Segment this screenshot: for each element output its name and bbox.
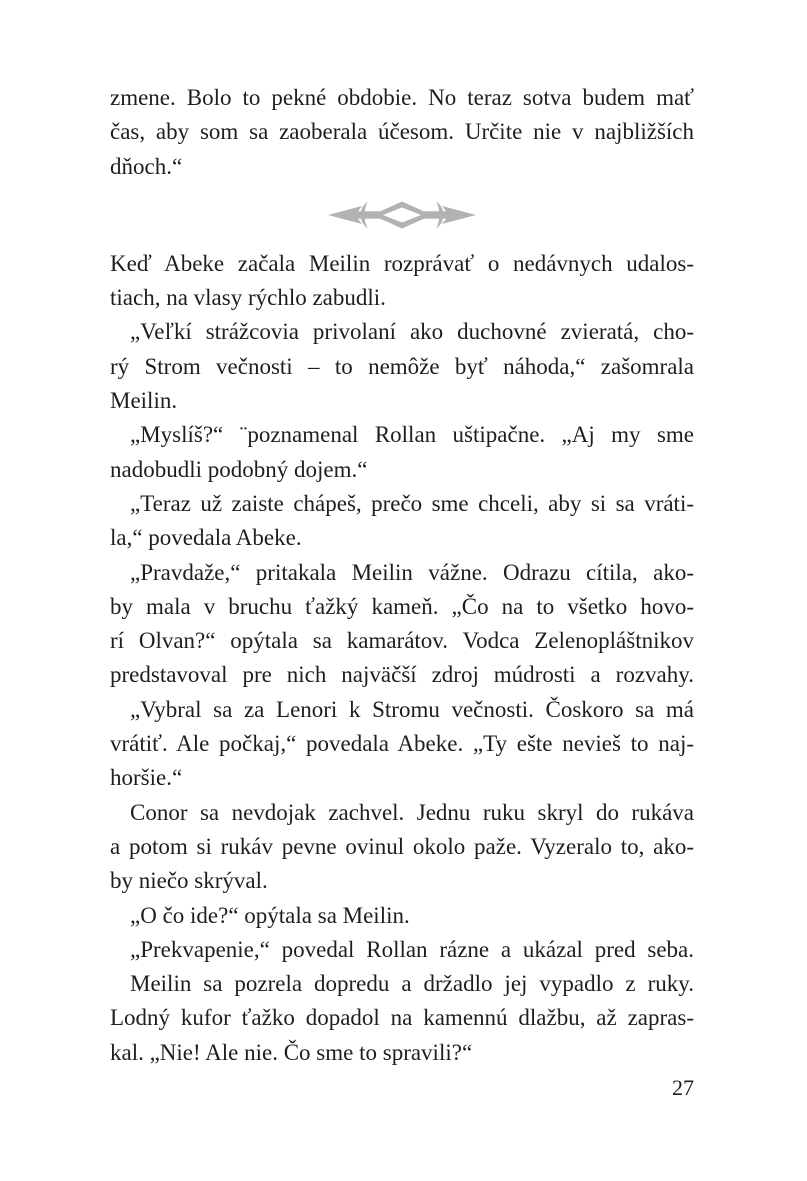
text-line: „Prekvapenie,“ povedal Rollan rázne a ukázal pred seba. bbox=[130, 936, 694, 962]
paragraph bbox=[110, 418, 694, 487]
arrow-diamond-divider-icon bbox=[328, 200, 476, 230]
paragraph bbox=[110, 933, 694, 967]
paragraph bbox=[110, 796, 694, 899]
text-line: Keď Abeke začala Meilin rozprávať o nedávnych udalos- bbox=[110, 250, 694, 276]
section-divider bbox=[110, 184, 694, 247]
paragraph bbox=[110, 556, 694, 693]
text-line: rí Olvan?“ opýtala sa kamarátov. Vodca Zelenopláštnikov bbox=[110, 628, 694, 654]
text-line: Lodný kufor ťažko dopadol na kamennú dlažbu, až zapras- bbox=[110, 1005, 694, 1031]
text-line: dňoch.“ bbox=[110, 153, 183, 179]
paragraph bbox=[110, 487, 694, 556]
paragraphs-after-divider bbox=[110, 247, 694, 1070]
text-line: by mala v bruchu ťažký kameň. „Čo na to všetko hovo- bbox=[110, 593, 694, 619]
paragraph bbox=[110, 315, 694, 418]
text-line: la,“ povedala Abeke. bbox=[110, 525, 302, 551]
text-line: „Pravdaže,“ pritakala Meilin vážne. Odrazu cítila, ako- bbox=[130, 559, 694, 585]
text-line: čas, aby som sa zaoberala účesom. Určite nie v najbližších bbox=[110, 119, 694, 145]
text-line: vrátiť. Ale počkaj,“ povedala Abeke. „Ty ešte nevieš to naj- bbox=[110, 731, 694, 757]
paragraphs-before-divider bbox=[110, 81, 694, 184]
text-line: „O čo ide?“ opýtala sa Meilin. bbox=[130, 902, 410, 928]
paragraph bbox=[110, 81, 694, 184]
page-number: 27 bbox=[672, 1075, 694, 1100]
text-line: „Teraz už zaiste chápeš, prečo sme chceli, aby si sa vráti- bbox=[130, 490, 694, 516]
text-line: nadobudli podobný dojem.“ bbox=[110, 456, 368, 482]
text-line: horšie.“ bbox=[110, 765, 183, 791]
paragraph bbox=[110, 693, 694, 796]
text-line: a potom si rukáv pevne ovinul okolo paže. Vyzeralo to, ako- bbox=[110, 833, 694, 859]
text-line: Conor sa nevdojak zachvel. Jednu ruku skryl do rukáva bbox=[130, 799, 694, 825]
text-line: Meilin sa pozrela dopredu a držadlo jej vypadlo z ruky. bbox=[130, 971, 694, 997]
paragraph bbox=[110, 967, 694, 1070]
text-line: tiach, na vlasy rýchlo zabudli. bbox=[110, 285, 386, 311]
text-line: kal. „Nie! Ale nie. Čo sme to spravili?“ bbox=[110, 1039, 473, 1065]
paragraph bbox=[110, 899, 694, 933]
text-line: „Veľkí strážcovia privolaní ako duchovné zvieratá, cho- bbox=[130, 319, 694, 345]
text-line: rý Strom večnosti – to nemôže byť náhoda,“ zašomrala bbox=[110, 353, 694, 379]
text-line: predstavoval pre nich najväčší zdroj múdrosti a rozvahy. bbox=[110, 662, 694, 688]
text-line: „Myslíš?“ ¨poznamenal Rollan uštipačne. „Aj my sme bbox=[130, 422, 694, 448]
text-line: „Vybral sa za Lenori k Stromu večnosti. Čoskoro sa má bbox=[130, 696, 694, 722]
text-line: by niečo skrýval. bbox=[110, 868, 268, 894]
text-column bbox=[110, 81, 694, 1070]
paragraph bbox=[110, 247, 694, 316]
text-line: zmene. Bolo to pekné obdobie. No teraz sotva budem mať bbox=[110, 85, 694, 110]
text-line: Meilin. bbox=[110, 388, 178, 414]
